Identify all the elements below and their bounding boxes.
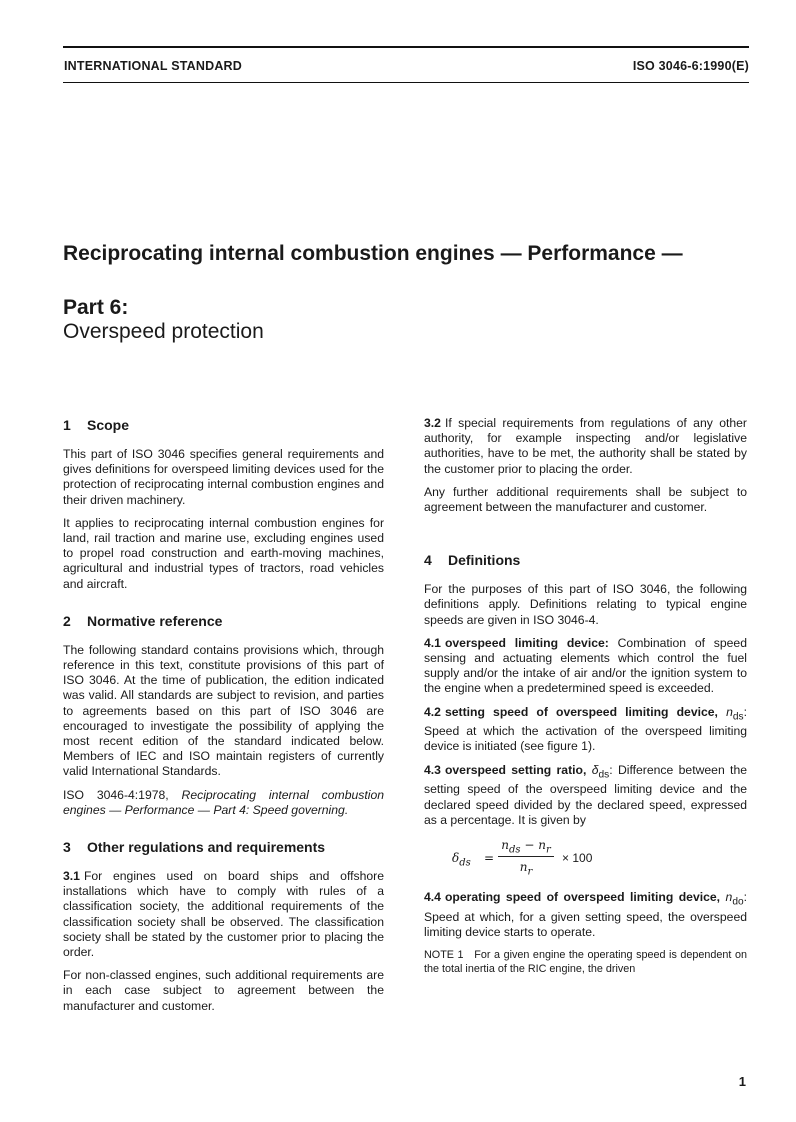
normative-paragraph: The following standard contains provisions which, through reference in this text, constitute provisions of this part of ISO 3046. At the time of publication, the edition indicated was valid. All standards are subject to revision, and parties to agreements based on this part of ISO 3046 are encouraged to investigate the possibility of applying the most recent edition of the standard indicated below. Members of IEC and ISO maintain registers of currently valid International Standards.: [63, 642, 384, 779]
header-rule: [63, 82, 749, 83]
formula-lhs: $\delta_{ds}$: [452, 850, 471, 869]
definition-4-1: [424, 636, 747, 697]
section-number: 2: [63, 612, 71, 629]
symbol-subscript: ds: [598, 769, 610, 781]
clause-number: 4.4: [424, 889, 441, 904]
symbol: n: [725, 889, 733, 904]
scope-paragraph: It applies to reciprocating internal combustion engines for land, rail traction and marine use, excluding engines used to propel road construction and earth-moving machines, agricultural and industrial types of tractors, road vehicles and aircraft.: [63, 515, 384, 591]
definition-4-2: 4.2 setting speed of overspeed limiting device, $n_{ds}$: Speed at which the activation of the overspeed limiting device is initiated (see figure 1).: [424, 704, 747, 754]
definition-text: Difference between the setting speed of the overspeed limiting device and the declared speed divided by the declared speed, expressed as a percentage. It is given by: [424, 762, 748, 827]
header-document-id: ISO 3046-6:1990(E): [632, 59, 749, 73]
symbol-subscript: ds: [732, 711, 744, 723]
definition-4-4: 4.4 operating speed of overspeed limiting device, $n_{do}$: Speed at which, for a given setting speed, the overspeed limiting device starts to operate.: [424, 889, 747, 939]
formula-fraction-bar: [498, 856, 554, 857]
nonclassed-paragraph: For non-classed engines, such additional requirements are in each case subject to agreement between the manufacturer and customer.: [63, 968, 384, 1013]
section-title: Definitions: [448, 552, 521, 569]
symbol: δ: [591, 762, 599, 777]
section-title: Scope: [87, 417, 130, 433]
clause-text: If special requirements from regulations of any other authority, for example inspecting and/or legislative authorities, have to be met, the authority shall be stated by the customer prior to placing the order.: [424, 416, 747, 476]
section-other-heading: [63, 838, 384, 856]
formula-equals: =: [484, 850, 495, 865]
scope-paragraph: This part of ISO 3046 specifies general requirements and gives definitions for overspeed limiting devices used for the protection of reciprocating internal combustion engines and their driven machinery.: [63, 447, 384, 507]
section-title: Normative reference: [87, 612, 223, 629]
definitions-intro: For the purposes of this part of ISO 3046, the following definitions apply. Definitions relating to typical engine speeds are given in ISO 3046-4.: [424, 582, 747, 627]
section-number: 1: [63, 417, 71, 433]
document-subtitle: Overspeed protection: [63, 320, 264, 343]
document-title: Reciprocating internal combustion engines — Performance —: [63, 242, 683, 265]
header-standard-type: INTERNATIONAL STANDARD: [64, 59, 243, 73]
note-text: For a given engine the operating speed is dependent on the total inertia of the RIC engine, the driven: [424, 948, 748, 975]
normative-reference: [63, 788, 384, 818]
left-column: [63, 416, 384, 1022]
formula-multiplier: × 100: [562, 850, 593, 865]
section-number: 3: [63, 839, 71, 856]
definition-term: operating speed of overspeed limiting device,: [444, 889, 721, 904]
clause-number: 4.2: [424, 704, 441, 719]
definition-term: overspeed setting ratio,: [444, 762, 587, 777]
formula-numerator: $n_{ds} - n_r$: [501, 837, 551, 856]
definition-text: Speed at which, for a given setting speed, the overspeed limiting device starts to operate.: [424, 909, 747, 939]
symbol: n: [726, 704, 733, 719]
overspeed-ratio-formula: [424, 836, 747, 882]
note-1: [424, 948, 747, 976]
clause-number: 3.1: [63, 869, 80, 884]
definition-term: overspeed limiting device:: [444, 635, 609, 650]
definition-4-3: 4.3 overspeed setting ratio, $\delta_{ds}$: Difference between the setting speed of the overspeed limiting device and the declared speed divided by the declared speed, expressed as a percentage. It is given by: [424, 762, 748, 827]
section-scope-heading: [63, 416, 384, 434]
clause-number: 4.3: [424, 762, 441, 777]
part-label: Part 6:: [63, 296, 129, 319]
note-label: NOTE 1: [424, 948, 464, 961]
symbol-subscript: do: [732, 896, 744, 908]
page-number: 1: [738, 1074, 746, 1089]
reference-code: ISO 3046-4:1978,: [63, 787, 169, 802]
clause-number: 4.1: [424, 635, 441, 650]
top-rule: [63, 46, 749, 48]
section-number: 4: [424, 552, 432, 569]
further-requirements-paragraph: Any further additional requirements shall be subject to agreement between the manufacturer and customer.: [424, 484, 747, 515]
definition-term: setting speed of overspeed limiting device,: [444, 704, 718, 719]
definition-text: Combination of speed sensing and actuating elements which control the fuel supply and/or the intake of air and/or the ignition system to the engine when a predetermined speed is exceeded.: [424, 635, 747, 696]
reference-title: Reciprocating internal combustion engines — Performance — Part 4: Speed governing.: [63, 787, 385, 817]
clause-3-2: [424, 416, 747, 477]
right-column: [424, 416, 747, 984]
section-normative-heading: [63, 612, 384, 630]
clause-3-1: [63, 869, 384, 960]
clause-text: For engines used on board ships and offshore installations which have to comply with rules of a classification society, the additional requirements of the classification society shall be observed. The classification society shall be stated by the customer prior to placing the order.: [63, 869, 384, 960]
section-title: Other regulations and requirements: [87, 839, 326, 856]
section-definitions-heading: [424, 551, 747, 569]
clause-number: 3.2: [424, 416, 441, 430]
definition-text: Speed at which the activation of the overspeed limiting device is initiated (see figure 1).: [424, 724, 747, 754]
formula-denominator: $n_r$: [519, 859, 533, 878]
